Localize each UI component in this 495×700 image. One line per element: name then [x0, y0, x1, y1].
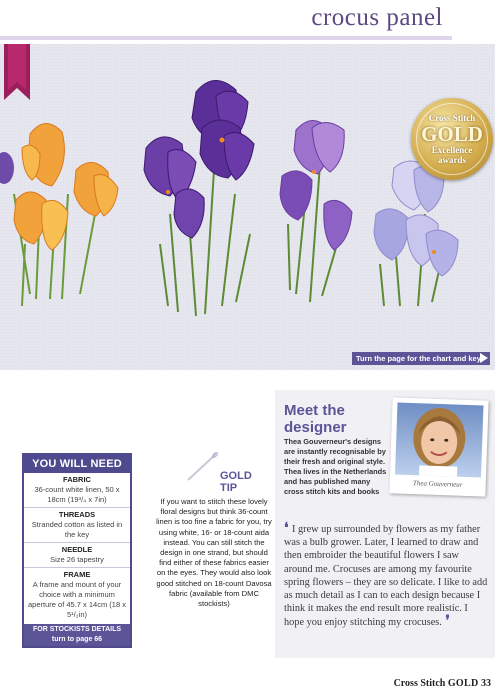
footer-magazine-name: Cross Stitch — [393, 678, 446, 689]
need-frame-text: A frame and mount of your choice with a minimum aperture of 45.7 x 14cm (18 x 5¹/₂in) — [28, 580, 126, 619]
award-text-excellence: Excellence — [431, 145, 473, 155]
turn-page-banner — [352, 352, 490, 365]
you-will-need-box — [22, 453, 132, 648]
need-needle-text: Size 26 tapestry — [50, 555, 104, 564]
meet-the-designer-title — [284, 402, 347, 436]
gold-tip-title — [220, 470, 270, 494]
gold-award-badge — [411, 98, 493, 180]
close-quote-icon: ❜ — [441, 614, 450, 630]
need-threads — [24, 508, 130, 543]
meet-title-line-2: designer — [284, 419, 347, 436]
turn-page-label: Turn the page for the chart and key — [356, 354, 481, 363]
page-title: crocus panel — [311, 4, 443, 31]
open-quote-icon: ❛ — [284, 521, 293, 536]
award-ribbon — [0, 44, 34, 100]
needle-icon — [186, 452, 220, 482]
designer-portrait — [395, 403, 483, 478]
header-rule — [0, 36, 452, 40]
designer-photo — [389, 397, 488, 496]
award-text-gold: GOLD — [421, 122, 483, 146]
page-number: 33 — [481, 678, 491, 689]
need-threads-label: THREADS — [58, 510, 96, 519]
stockists-line-1: FOR STOCKISTS DETAILS — [32, 626, 122, 633]
crocus-photo — [0, 44, 495, 370]
stockists-banner — [24, 624, 130, 646]
footer-gold: GOLD — [447, 678, 479, 689]
designer-bio: Thea Gouverneur's designs are instantly recognisable by their fresh and original style. Thea lives in the Netherlands and has published many cross stitch kits and books — [284, 437, 387, 496]
stockists-line-2: turn to page 66 — [51, 636, 103, 643]
need-frame-label: FRAME — [63, 570, 91, 579]
designer-quote-text: I grew up surrounded by flowers as my father was a bulb grower. Later, I learned to draw and then embroider the beautiful flowers I saw around me. Crocuses are among my favourite spring flowers – they are so delicate. I like to add as much detail as I can to each design because I think it makes the end result more realistic. I hope you enjoy stitching my crocuses. — [284, 524, 488, 629]
gold-tip-body: If you want to stitch these lovely floral designs but think 36-count linen is too fine a fabric for you, try using white, 16- or 18-count aida instead. You can still stitch the design in one strand, but should find either of these fabrics easier on the eyes. They would also look good stitched on 18-count Davosa fabric (available from DMC stockists) — [156, 497, 272, 609]
need-fabric-label: FABRIC — [63, 475, 91, 484]
meet-title-line-1: Meet the — [284, 402, 345, 419]
need-frame — [24, 568, 130, 622]
meet-the-designer-panel — [275, 390, 495, 658]
photo-caption: Thea Gouverneur — [412, 479, 463, 489]
need-threads-text: Stranded cotton as listed in the key — [31, 520, 123, 539]
gold-tip-title-line-2: TIP — [220, 482, 238, 494]
you-will-need-title: YOU WILL NEED — [24, 455, 130, 473]
need-needle-label: NEEDLE — [61, 545, 93, 554]
page-header — [0, 0, 495, 44]
crocus-illustration — [0, 44, 495, 370]
need-fabric-text: 36-count white linen, 50 x 18cm (19³/₄ x 7in) — [34, 485, 120, 504]
need-needle — [24, 543, 130, 568]
award-text-top: Cross Stitch — [428, 113, 476, 123]
designer-quote — [284, 522, 489, 630]
portrait-figure — [395, 403, 483, 478]
page-footer — [394, 678, 491, 689]
need-fabric — [24, 473, 130, 508]
gold-tip-title-line-1: GOLD — [220, 470, 252, 482]
award-text-awards: awards — [437, 155, 466, 165]
arrow-right-icon — [480, 353, 488, 363]
